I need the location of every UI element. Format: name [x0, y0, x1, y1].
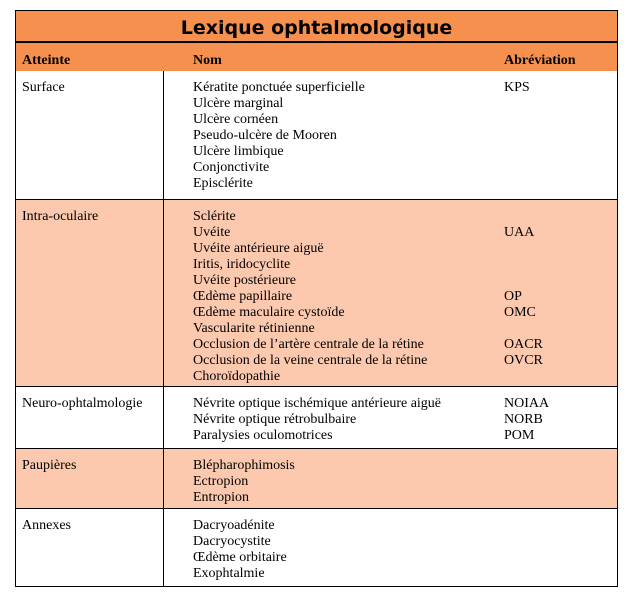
- term-name: Ectropion: [193, 474, 249, 489]
- section-neuro-ophtalmologie: [16, 387, 617, 448]
- section-intra-oculaire: [16, 200, 617, 386]
- term-abbreviation: KPS: [504, 80, 530, 95]
- term-abbreviation: [504, 369, 543, 385]
- term-name: Entropion: [193, 490, 249, 505]
- term-name: Névrite optique rétrobulbaire: [193, 412, 357, 427]
- term-name: Ulcère marginal: [193, 96, 284, 111]
- term-name: Ulcère limbique: [193, 144, 284, 159]
- term-abbreviation: UAA: [504, 225, 535, 240]
- column-divider: [163, 71, 164, 586]
- term-name: Kératite ponctuée superficielle: [193, 80, 365, 95]
- section-category: Intra-oculaire: [22, 209, 99, 224]
- section-category: Surface: [22, 80, 65, 95]
- term-abbreviation: [504, 241, 543, 257]
- section-paupieres: [16, 449, 617, 508]
- term-name: Ulcère cornéen: [193, 112, 279, 127]
- term-abbreviation: OACR: [504, 337, 543, 352]
- term-name: Uvéite: [193, 225, 231, 240]
- term-name: Paralysies oculomotrices: [193, 428, 333, 443]
- section-names: [193, 396, 441, 444]
- term-name: Uvéite antérieure aiguë: [193, 241, 324, 256]
- term-abbreviation: [504, 321, 543, 337]
- term-abbreviation: OMC: [504, 305, 536, 320]
- section-names: [193, 458, 295, 506]
- term-abbreviation: [504, 112, 530, 128]
- term-abbreviation: NORB: [504, 412, 543, 427]
- section-names: [193, 209, 427, 385]
- term-abbreviation: [504, 96, 530, 112]
- term-name: Névrite optique ischémique antérieure aiguë: [193, 396, 442, 411]
- section-annexes: [16, 509, 617, 586]
- term-name: Dacryocystite: [193, 534, 271, 549]
- term-abbreviation: [504, 257, 543, 273]
- term-name: Occlusion de l’artère centrale de la rétine: [193, 337, 424, 352]
- section-names: [193, 80, 365, 192]
- term-name: Pseudo-ulcère de Mooren: [193, 128, 337, 143]
- term-abbreviation: NOIAA: [504, 396, 550, 411]
- section-names: [193, 518, 287, 582]
- column-header-atteinte: Atteinte: [22, 53, 71, 68]
- term-abbreviation: OP: [504, 289, 522, 304]
- term-name: Sclérite: [193, 209, 236, 224]
- column-header-nom: Nom: [193, 53, 222, 68]
- term-abbreviation: [504, 144, 530, 160]
- term-name: Dacryoadénite: [193, 518, 275, 533]
- term-abbreviation: [504, 176, 530, 192]
- term-name: Œdème papillaire: [193, 289, 293, 304]
- term-abbreviation: [504, 160, 530, 176]
- column-header-abreviation: Abréviation: [504, 53, 576, 68]
- term-name: Œdème orbitaire: [193, 550, 287, 565]
- term-abbreviation: [504, 128, 530, 144]
- term-name: Uvéite postérieure: [193, 273, 297, 288]
- section-category: Annexes: [22, 518, 71, 533]
- term-name: Vascularite rétinienne: [193, 321, 315, 336]
- section-abbreviations: [504, 396, 549, 444]
- term-name: Episclérite: [193, 176, 253, 191]
- term-name: Occlusion de la veine centrale de la rétine: [193, 353, 428, 368]
- term-name: Choroïdopathie: [193, 369, 281, 384]
- section-category: Neuro-ophtalmologie: [22, 396, 143, 411]
- term-name: Blépharophimosis: [193, 458, 295, 473]
- term-name: Exophtalmie: [193, 566, 265, 581]
- section-abbreviations: [504, 80, 530, 192]
- term-abbreviation: POM: [504, 428, 535, 443]
- term-abbreviation: [504, 209, 543, 225]
- section-surface: [16, 71, 617, 199]
- term-name: Œdème maculaire cystoïde: [193, 305, 345, 320]
- term-abbreviation: [504, 273, 543, 289]
- section-category: Paupières: [22, 458, 77, 473]
- lexicon-table: [15, 10, 618, 587]
- section-abbreviations: [504, 209, 543, 385]
- table-title: Lexique ophtalmologique: [180, 17, 453, 39]
- table-header: [16, 11, 617, 71]
- term-name: Conjonctivite: [193, 160, 270, 175]
- term-name: Iritis, iridocyclite: [193, 257, 291, 272]
- term-abbreviation: OVCR: [504, 353, 543, 368]
- title-rule: [16, 41, 617, 43]
